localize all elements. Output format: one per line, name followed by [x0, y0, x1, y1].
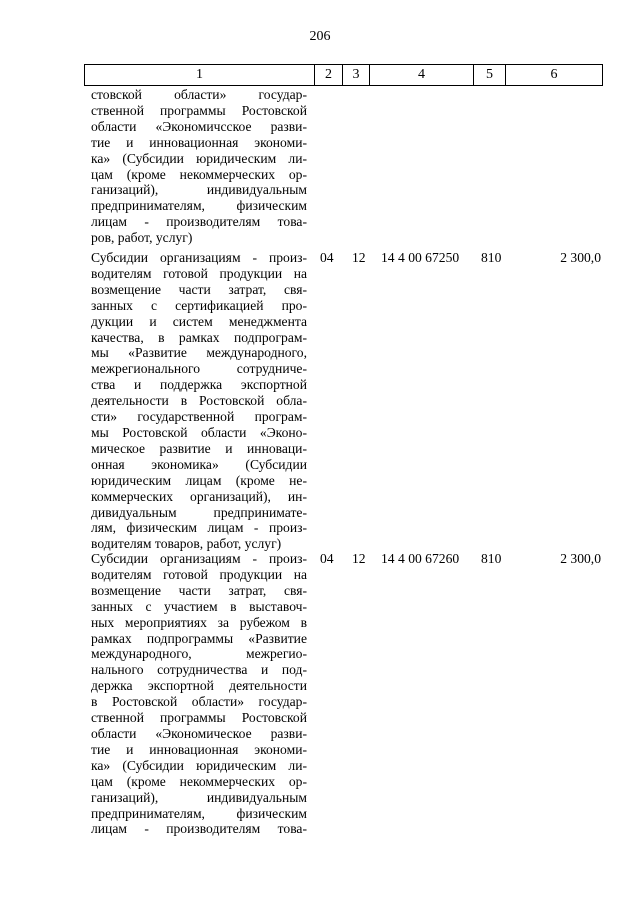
description-line: тие и инновационная экономи- — [91, 134, 307, 150]
row-col-3: 12 — [352, 250, 366, 265]
description-line: ственной программы Ростовской — [91, 710, 307, 726]
description-line: области «Экономичсское разви- — [91, 118, 307, 134]
description-line: лицам - производителям това- — [91, 821, 307, 837]
description-line: возмещение части затрат, свя- — [91, 281, 307, 297]
description-line: юридическим лицам (кроме не- — [91, 472, 307, 488]
description-line: ственной программы Ростовской — [91, 102, 307, 118]
description-line: области «Экономическое разви- — [91, 725, 307, 741]
description-line: ка» (Субсидии юридическим ли- — [91, 150, 307, 166]
description-line: держка экспортной деятельности — [91, 678, 307, 694]
description-line: цам (кроме некоммерческих ор- — [91, 166, 307, 182]
description-line: возмещение части затрат, свя- — [91, 582, 307, 598]
description-line: мы «Развитие международного, — [91, 345, 307, 361]
description-line: международного, межрегио- — [91, 646, 307, 662]
description-line: дукции и систем менеджмента — [91, 313, 307, 329]
row-description — [91, 250, 307, 552]
description-line: дивидуальным предпринимате- — [91, 504, 307, 520]
description-line: тие и инновационная экономи- — [91, 741, 307, 757]
description-line: предпринимателям, физическим — [91, 805, 307, 821]
row-description — [91, 551, 307, 837]
row-col-4: 14 4 00 67260 — [381, 551, 460, 566]
description-line: занных с участием в выставоч- — [91, 598, 307, 614]
description-line: лям, физическим лицам - произ- — [91, 520, 307, 536]
row-col-4: 14 4 00 67250 — [381, 250, 460, 265]
description-line: ства и поддержка экспортной — [91, 377, 307, 393]
page-number: 206 — [309, 29, 331, 44]
description-line: стовской области» государ- — [91, 87, 307, 102]
description-line: качества, в рамках подпрограм- — [91, 329, 307, 345]
description-line: Субсидии организациям - произ- — [91, 551, 307, 566]
description-line: водителям готовой продукции на — [91, 265, 307, 281]
description-line: ганизаций), индивидуальным — [91, 789, 307, 805]
description-line: ганизаций), индивидуальным — [91, 182, 307, 198]
description-line: ров, работ, услуг) — [91, 230, 193, 246]
description-line: занных с сертификацией про- — [91, 297, 307, 313]
table-header — [84, 64, 603, 86]
row-col-3: 12 — [352, 551, 366, 566]
description-line: Субсидии организациям - произ- — [91, 250, 307, 265]
description-line: цам (кроме некоммерческих ор- — [91, 773, 307, 789]
header-col-4: 4 — [370, 65, 474, 85]
description-line: мическое развитие и инноваци- — [91, 440, 307, 456]
row-col-6: 2 300,0 — [560, 250, 601, 265]
row-col-5: 810 — [481, 250, 502, 265]
description-line: лицам - производителям това- — [91, 214, 307, 230]
row-description — [91, 87, 307, 246]
header-col-2: 2 — [315, 65, 343, 85]
description-line: нального сотрудничества и под- — [91, 662, 307, 678]
description-line: ка» (Субсидии юридическим ли- — [91, 757, 307, 773]
description-line: онная экономика» (Субсидии — [91, 456, 307, 472]
description-line: в Ростовской области» государ- — [91, 694, 307, 710]
description-line: предпринимателям, физическим — [91, 198, 307, 214]
row-col-6: 2 300,0 — [560, 551, 601, 566]
row-col-5: 810 — [481, 551, 502, 566]
header-col-5: 5 — [474, 65, 506, 85]
description-line: коммерческих организаций), ин- — [91, 488, 307, 504]
description-line: рамках подпрограммы «Развитие — [91, 630, 307, 646]
header-col-6: 6 — [550, 67, 558, 82]
description-line: сти» государственной програм- — [91, 409, 307, 425]
description-line: деятельности в Ростовской обла- — [91, 393, 307, 409]
description-line: водителям готовой продукции на — [91, 566, 307, 582]
row-col-2: 04 — [320, 250, 334, 265]
description-line: мы Ростовской области «Эконо- — [91, 424, 307, 440]
row-col-2: 04 — [320, 551, 334, 566]
description-line: ных мероприятиях за рубежом в — [91, 614, 307, 630]
description-line: водителям товаров, работ, услуг) — [91, 536, 282, 552]
description-line: межрегионального сотрудниче- — [91, 361, 307, 377]
header-col-3: 3 — [343, 65, 370, 85]
header-col-1: 1 — [85, 65, 315, 85]
